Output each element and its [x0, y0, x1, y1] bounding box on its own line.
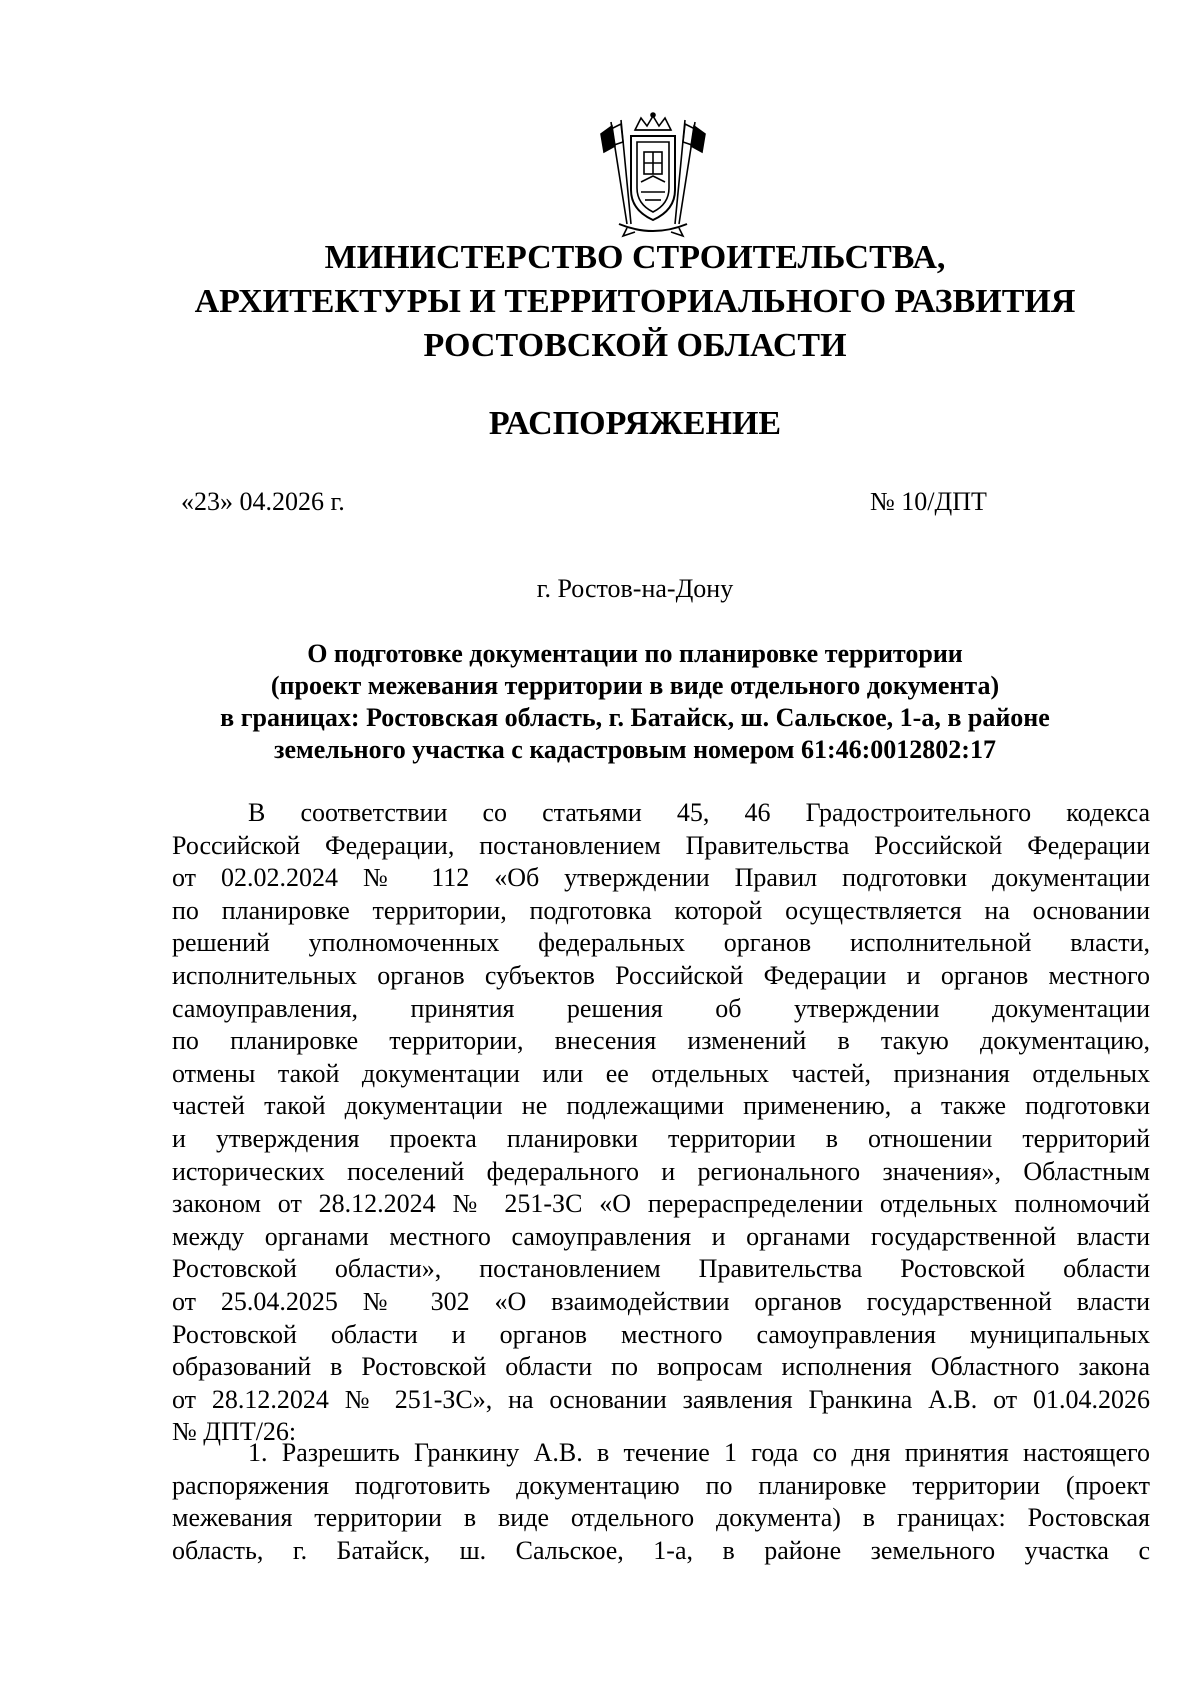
- preamble-line: исполнительных органов субъектов Российской Федерации и органов местного: [172, 960, 1150, 990]
- item-1-line: область, г. Батайск, ш. Сальское, 1-а, в районе земельного участка с: [172, 1535, 1150, 1565]
- preamble-line: Российской Федерации, постановлением Правительства Российской Федерации: [172, 830, 1150, 860]
- item-1-line: межевания территории в виде отдельного документа) в границах: Ростовская: [172, 1503, 1150, 1533]
- preamble-line: и утверждения проекта планировки территории в отношении территорий: [172, 1123, 1150, 1153]
- document-subject: [150, 638, 1120, 766]
- coat-of-arms-emblem: [597, 112, 709, 240]
- subject-line: земельного участка с кадастровым номером 61:46:0012802:17: [274, 735, 996, 764]
- preamble-line: частей такой документации не подлежащими применению, а также подготовки: [172, 1091, 1150, 1121]
- document-number: № 10/ДПТ: [870, 487, 987, 516]
- subject-line: (проект межевания территории в виде отдельного документа): [270, 671, 1000, 700]
- item-1-line: 1. Разрешить Гранкину А.В. в течение 1 года со дня принятия настоящего: [248, 1438, 1150, 1467]
- preamble-line: между органами местного самоуправления и органами государственной власти: [172, 1221, 1150, 1251]
- preamble-paragraph: [172, 797, 1150, 1449]
- subject-line: в границах: Ростовская область, г. Батайск, ш. Сальское, 1-а, в районе: [220, 703, 1050, 732]
- preamble-line: самоуправления, принятия решения об утверждении документации: [172, 993, 1150, 1023]
- preamble-line: от 25.04.2025 № 302 «О взаимодействии органов государственной власти: [172, 1286, 1150, 1316]
- ministry-line-3: РОСТОВСКОЙ ОБЛАСТИ: [423, 327, 847, 364]
- preamble-line: от 02.02.2024 № 112 «Об утверждении Правил подготовки документации: [172, 863, 1150, 893]
- preamble-line: образований в Ростовской области по вопросам исполнения Областного закона: [172, 1352, 1150, 1382]
- item-1-line: распоряжения подготовить документацию по планировке территории (проект: [172, 1470, 1150, 1500]
- preamble-line: В соответствии со статьями 45, 46 Градостроительного кодекса: [248, 798, 1150, 827]
- ministry-line-1: МИНИСТЕРСТВО СТРОИТЕЛЬСТВА,: [324, 239, 946, 276]
- preamble-line: № ДПТ/26:: [172, 1417, 297, 1447]
- subject-line: О подготовке документации по планировке территории: [307, 639, 963, 668]
- document-type-heading: РАСПОРЯЖЕНИЕ: [488, 405, 782, 442]
- document-date: «23» 04.2026 г.: [181, 487, 345, 516]
- preamble-line: по планировке территории, подготовка которой осуществляется на основании: [172, 895, 1150, 925]
- preamble-line: по планировке территории, внесения изменений в такую документацию,: [172, 1026, 1150, 1056]
- ministry-line-2: АРХИТЕКТУРЫ И ТЕРРИТОРИАЛЬНОГО РАЗВИТИЯ: [194, 283, 1076, 320]
- preamble-line: решений уполномоченных федеральных органов исполнительной власти,: [172, 928, 1150, 958]
- item-1-paragraph: [172, 1437, 1150, 1567]
- document-city: г. Ростов-на-Дону: [536, 574, 734, 603]
- preamble-line: отмены такой документации или ее отдельных частей, признания отдельных: [172, 1058, 1150, 1088]
- preamble-line: законом от 28.12.2024 № 251-ЗС «О перераспределении отдельных полномочий: [172, 1189, 1150, 1219]
- ministry-name: [150, 236, 1120, 368]
- preamble-line: от 28.12.2024 № 251-ЗС», на основании заявления Гранкина А.В. от 01.04.2026: [172, 1384, 1150, 1414]
- preamble-line: Ростовской области», постановлением Правительства Ростовской области: [172, 1254, 1150, 1284]
- preamble-line: исторических поселений федерального и регионального значения», Областным: [172, 1156, 1150, 1186]
- preamble-line: Ростовской области и органов местного самоуправления муниципальных: [172, 1319, 1150, 1349]
